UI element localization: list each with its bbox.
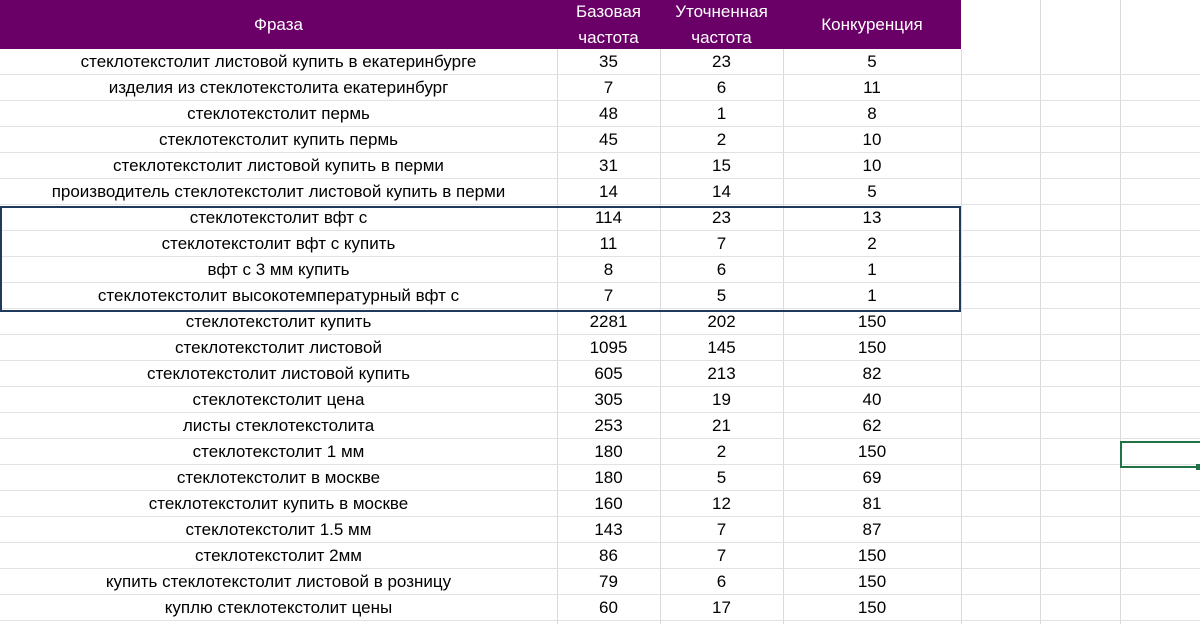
table-row [0,569,1200,595]
cell-competition[interactable]: 1 [867,260,877,279]
fill-handle[interactable] [1196,464,1200,470]
cell-competition[interactable]: 150 [857,312,887,331]
header-base-line2: частота [578,27,639,47]
cell-competition[interactable]: 11 [863,78,881,97]
cell-base-frequency[interactable]: 305 [594,390,623,409]
table-row [0,439,1200,465]
table-row [0,595,1200,621]
cell-refined-frequency[interactable]: 7 [716,234,727,253]
header-refined-line2: частота [691,27,752,47]
cell-base-frequency[interactable]: 8 [603,260,614,279]
cell-competition[interactable]: 1 [867,286,877,305]
header-competition-label: Конкуренция [821,14,923,34]
cell-phrase[interactable]: стеклотекстолит цена [192,390,365,409]
cell-base-frequency[interactable]: 2281 [589,312,628,331]
cell-base-frequency[interactable]: 605 [594,364,623,383]
header-phrase-label: Фраза [254,14,303,34]
cell-competition[interactable]: 10 [862,130,882,149]
cell-competition[interactable]: 150 [857,338,887,357]
header-refined-frequency[interactable] [660,0,783,49]
gridline [1040,0,1041,49]
cell-refined-frequency[interactable]: 17 [712,598,731,617]
cell-phrase[interactable]: вфт с 3 мм купить [207,260,350,279]
selected-cell[interactable] [1120,441,1200,468]
cell-competition[interactable]: 13 [862,208,882,227]
cell-phrase[interactable]: стеклотекстолит 1.5 мм [185,520,372,539]
cell-refined-frequency[interactable]: 23 [712,208,731,227]
table-row [0,543,1200,569]
cell-phrase[interactable]: стеклотекстолит в москве [176,468,381,487]
gridline [1120,0,1121,49]
cell-base-frequency[interactable]: 114 [594,208,623,227]
cell-phrase[interactable]: стеклотекстолит купить пермь [158,130,398,149]
cell-competition[interactable]: 81 [862,494,882,513]
cell-refined-frequency[interactable]: 21 [712,416,731,435]
table-row [0,309,1200,335]
cell-refined-frequency[interactable]: 12 [712,494,731,513]
cell-base-frequency[interactable]: 253 [594,416,623,435]
cell-phrase[interactable]: стеклотекстолит листовой купить [146,364,411,383]
cell-phrase[interactable]: стеклотекстолит листовой [175,338,382,357]
table-row [0,231,1200,257]
table-row [0,361,1200,387]
cell-phrase[interactable]: стеклотекстолит высокотемпературный вфт с [97,286,460,305]
cell-base-frequency[interactable]: 1095 [589,338,628,357]
cell-base-frequency[interactable]: 180 [594,442,623,461]
cell-refined-frequency[interactable]: 7 [716,520,727,539]
cell-phrase[interactable]: листы стеклотекстолита [182,416,375,435]
cell-competition[interactable]: 82 [862,364,882,383]
cell-phrase[interactable]: стеклотекстолит 1 мм [192,442,365,461]
cell-refined-frequency[interactable]: 202 [707,312,736,331]
cell-refined-frequency[interactable]: 7 [716,546,727,565]
cell-base-frequency[interactable]: 160 [594,494,623,513]
cell-base-frequency[interactable]: 86 [599,546,618,565]
header-base-frequency-label [576,0,641,51]
header-base-frequency[interactable] [557,0,660,49]
cell-base-frequency[interactable]: 60 [599,598,618,617]
cell-base-frequency[interactable]: 7 [603,78,614,97]
table-row [0,205,1200,231]
cell-refined-frequency[interactable]: 15 [712,156,731,175]
cell-phrase[interactable]: стеклотекстолит листовой купить в екатеринбурге [80,52,477,71]
table-row [0,153,1200,179]
cell-competition[interactable]: 2 [867,234,877,253]
cell-competition[interactable]: 69 [862,468,882,487]
cell-base-frequency[interactable]: 143 [594,520,623,539]
cell-base-frequency[interactable]: 7 [603,286,614,305]
table-row [0,75,1200,101]
cell-phrase[interactable]: стеклотекстолит вфт с [189,208,368,227]
cell-phrase[interactable]: стеклотекстолит купить [185,312,372,331]
cell-base-frequency[interactable]: 79 [599,572,618,591]
cell-phrase[interactable]: стеклотекстолит пермь [187,104,370,123]
cell-refined-frequency[interactable]: 14 [712,182,731,201]
table-row [0,257,1200,283]
cell-refined-frequency[interactable]: 6 [716,260,727,279]
cell-refined-frequency[interactable]: 145 [707,338,736,357]
cell-refined-frequency[interactable]: 5 [716,286,727,305]
cell-base-frequency[interactable]: 31 [599,156,618,175]
cell-competition[interactable]: 150 [857,572,887,591]
cell-competition[interactable]: 10 [862,156,882,175]
cell-competition[interactable]: 5 [867,182,877,201]
table-row [0,413,1200,439]
table-row [0,387,1200,413]
cell-refined-frequency[interactable]: 2 [716,442,727,461]
cell-base-frequency[interactable]: 35 [599,52,618,71]
header-base-line1: Базовая [576,1,641,21]
cell-phrase[interactable]: стеклотекстолит вфт с купить [161,234,396,253]
cell-competition[interactable]: 5 [867,52,877,71]
table-row [0,49,1200,75]
cell-base-frequency[interactable]: 14 [599,182,618,201]
cell-base-frequency[interactable]: 48 [599,104,618,123]
table-row [0,465,1200,491]
cell-competition[interactable]: 87 [862,520,882,539]
cell-refined-frequency[interactable]: 6 [716,572,727,591]
table-row [0,127,1200,153]
cell-refined-frequency[interactable]: 5 [716,468,727,487]
table-row [0,335,1200,361]
table-row [0,283,1200,309]
cell-phrase[interactable]: купить стеклотекстолит листовой в розницу [105,572,452,591]
cell-base-frequency[interactable]: 180 [594,468,623,487]
header-refined-line1: Уточненная [675,1,768,21]
cell-phrase[interactable]: изделия из стеклотекстолита екатеринбург [108,78,449,97]
cell-base-frequency[interactable]: 11 [599,234,618,253]
cell-phrase[interactable]: куплю стеклотекстолит цены [164,598,393,617]
cell-refined-frequency[interactable]: 19 [712,390,731,409]
cell-refined-frequency[interactable]: 2 [716,130,727,149]
cell-competition[interactable]: 150 [857,598,887,617]
cell-phrase[interactable]: стеклотекстолит листовой купить в перми [113,156,444,175]
cell-refined-frequency[interactable]: 213 [707,364,736,383]
cell-phrase[interactable]: стеклотекстолит 2мм [195,546,362,565]
table-row [0,179,1200,205]
cell-competition[interactable]: 150 [857,546,887,565]
table-row [0,517,1200,543]
header-competition[interactable] [783,0,961,49]
cell-phrase[interactable]: производитель стеклотекстолит листовой купить в перми [51,182,506,201]
cell-competition[interactable]: 150 [857,442,887,461]
cell-refined-frequency[interactable]: 6 [716,78,727,97]
header-refined-frequency-label [675,0,768,51]
header-phrase[interactable] [0,0,557,49]
cell-competition[interactable]: 8 [867,104,877,123]
table-row [0,491,1200,517]
cell-refined-frequency[interactable]: 23 [712,52,731,71]
cell-base-frequency[interactable]: 45 [599,130,618,149]
table-row [0,101,1200,127]
cell-refined-frequency[interactable]: 1 [716,104,727,123]
cell-phrase[interactable]: стеклотекстолит купить в москве [148,494,409,513]
cell-competition[interactable]: 62 [862,416,882,435]
cell-competition[interactable]: 40 [862,390,882,409]
